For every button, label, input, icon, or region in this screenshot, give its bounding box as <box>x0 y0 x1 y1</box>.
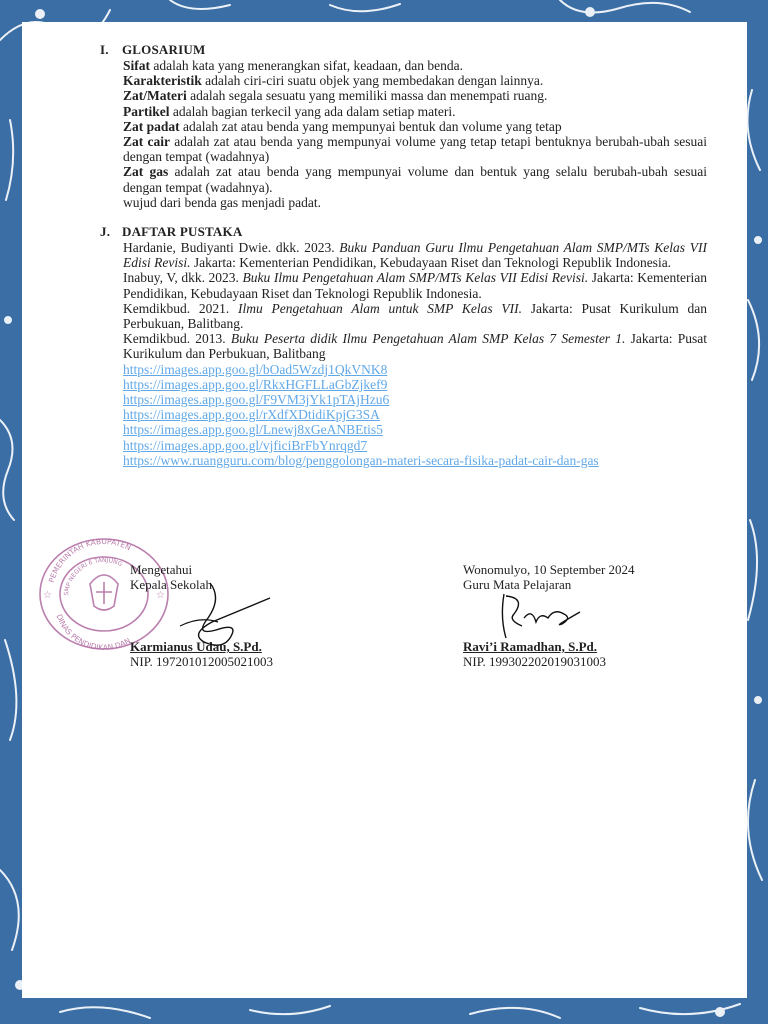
reference-entry <box>123 301 707 331</box>
principal-name: Karmianus Udau, S.Pd. <box>130 639 262 654</box>
principal-acknowledge-label: Mengetahui <box>130 562 193 577</box>
reference-book-title: Ilmu Pengetahuan Alam untuk SMP Kelas VII. <box>237 300 523 316</box>
reference-entry <box>123 240 707 270</box>
document-content <box>100 42 707 468</box>
reference-author: Kemdikbud. 2021. <box>123 300 238 316</box>
glossary-definition: adalah zat atau benda yang mempunyai bentuk dan volume yang tetap <box>179 118 562 134</box>
reference-link-text[interactable]: https://images.app.goo.gl/bOad5Wzdj1QkVNK8 <box>123 361 388 377</box>
reference-author: Kemdikbud. 2013. <box>123 331 231 347</box>
glossary-definition: adalah ciri-ciri suatu objek yang membedakan dengan lainnya. <box>201 73 544 89</box>
stamp-middle-text: SMP NEGERI 6 TANJUNG <box>63 556 124 597</box>
reference-book-title: Buku Panduan Guru Ilmu Pengetahuan Alam SMP/MTs Kelas VII Edisi Revisi. <box>123 240 707 271</box>
stamp-bottom-text: DINAS PENDIDIKAN DAN <box>54 612 132 652</box>
principal-role: Kepala Sekolah <box>130 576 212 592</box>
principal-nip: NIP. 197201012005021003 <box>130 653 274 669</box>
teacher-name: Ravi’i Ramadhan, S.Pd. <box>463 639 597 654</box>
teacher-handwritten-signature <box>492 588 592 644</box>
reference-link[interactable] <box>123 438 707 453</box>
reference-link-text[interactable]: https://images.app.goo.gl/F9VM3jYk1pTAjHzu6 <box>123 392 390 408</box>
reference-link-text[interactable]: https://images.app.goo.gl/vjficiBrFbYnrqgd7 <box>123 437 368 453</box>
teacher-role: Guru Mata Pelajaran <box>463 576 572 592</box>
glossary-definition: adalah bagian terkecil yang ada dalam setiap materi. <box>169 103 456 119</box>
glossary-term: Karakteristik <box>123 73 202 89</box>
glossary-entry <box>123 119 707 134</box>
reference-link[interactable] <box>123 407 707 422</box>
references-list <box>123 240 707 468</box>
glossary-entry <box>123 58 707 73</box>
references-heading <box>100 224 707 240</box>
glossary-definition: adalah zat atau benda yang mempunyai volume yang tetap tetapi bentuknya berubah-ubah sesuai dengan tempat (wadahnya) <box>123 134 707 165</box>
svg-text:☆: ☆ <box>43 590 52 601</box>
glossary-number: I. <box>100 42 109 57</box>
glossary-definition: adalah segala sesuatu yang memiliki massa dan menempati ruang. <box>186 88 548 104</box>
reference-link[interactable] <box>123 422 707 437</box>
reference-author: Hardanie, Budiyanti Dwie. dkk. 2023. <box>123 240 340 256</box>
reference-link-text[interactable]: https://images.app.goo.gl/RkxHGFLLaGbZjkef9 <box>123 376 388 392</box>
reference-publisher: Jakarta: Kementerian Pendidikan, Kebudayaan Riset dan Teknologi Republik Indonesia. <box>190 255 672 271</box>
svg-text:DINAS PENDIDIKAN DAN <box>55 613 132 652</box>
reference-link[interactable] <box>123 392 707 407</box>
principal-handwritten-signature <box>160 578 280 668</box>
references-number: J. <box>100 224 111 240</box>
glossary-entry <box>123 164 707 194</box>
reference-author: Inabuy, V, dkk. 2023. <box>123 270 243 286</box>
glossary-definition: adalah zat atau benda yang mempunyai volume dan bentuk yang selalu berubah-ubah sesuai dengan tempat (wadahnya). <box>123 164 707 195</box>
glossary-term: Sifat <box>123 58 150 73</box>
reference-book-title: Buku Peserta didik Ilmu Pengetahuan Alam SMP Kelas 7 Semester 1. <box>230 331 626 347</box>
glossary-heading <box>100 42 707 58</box>
reference-link[interactable] <box>123 362 707 377</box>
glossary-term: Zat/Materi <box>123 88 187 104</box>
glossary-trailing-text: wujud dari benda gas menjadi padat. <box>123 194 321 210</box>
reference-link-text[interactable]: https://images.app.goo.gl/rXdfXDtidiKpjG3SA <box>123 407 380 423</box>
svg-text:SMP NEGERI 6 TANJUNG <box>63 557 124 596</box>
reference-entry <box>123 331 707 361</box>
teacher-nip: NIP. 199302202019031003 <box>463 653 607 669</box>
glossary-term: Partikel <box>123 103 170 119</box>
glossary-list <box>123 58 707 210</box>
place-date: Wonomulyo, 10 September 2024 <box>463 562 635 577</box>
reference-book-title: Buku Ilmu Pengetahuan Alam SMP/MTs Kelas VII Edisi Revisi. <box>242 270 589 286</box>
glossary-entry <box>123 134 707 164</box>
stamp-top-text: PEMERINTAH KABUPATEN <box>46 536 133 584</box>
reference-publisher: Jakarta: Pusat Kurikulum dan Perbukuan, Balitbang <box>123 331 708 362</box>
glossary-term: Zat padat <box>123 118 180 134</box>
reference-link[interactable] <box>123 377 707 392</box>
reference-link[interactable] <box>123 453 707 468</box>
reference-link-text[interactable]: https://images.app.goo.gl/Lnewj8xGeANBEtis5 <box>123 422 383 438</box>
glossary-entry <box>123 88 707 103</box>
glossary-definition: adalah kata yang menerangkan sifat, keadaan, dan benda. <box>150 58 463 73</box>
glossary-term: Zat cair <box>123 134 170 150</box>
glossary-entry <box>123 104 707 119</box>
svg-text:☆: ☆ <box>156 590 165 601</box>
glossary-entry <box>123 73 707 88</box>
reference-publisher: Jakarta: Pusat Kurikulum dan Perbukuan, Balitbang. <box>123 300 707 332</box>
references-title: DAFTAR PUSTAKA <box>122 224 243 240</box>
reference-link-text[interactable]: https://www.ruangguru.com/blog/penggolongan-materi-secara-fisika-padat-cair-dan-gas <box>123 452 599 468</box>
glossary-title: GLOSARIUM <box>122 42 206 57</box>
glossary-term: Zat gas <box>123 164 169 180</box>
reference-publisher: Jakarta: Kementerian Pendidikan, Kebudayaan Riset dan Teknologi Republik Indonesia. <box>123 270 707 301</box>
reference-entry <box>123 270 707 300</box>
